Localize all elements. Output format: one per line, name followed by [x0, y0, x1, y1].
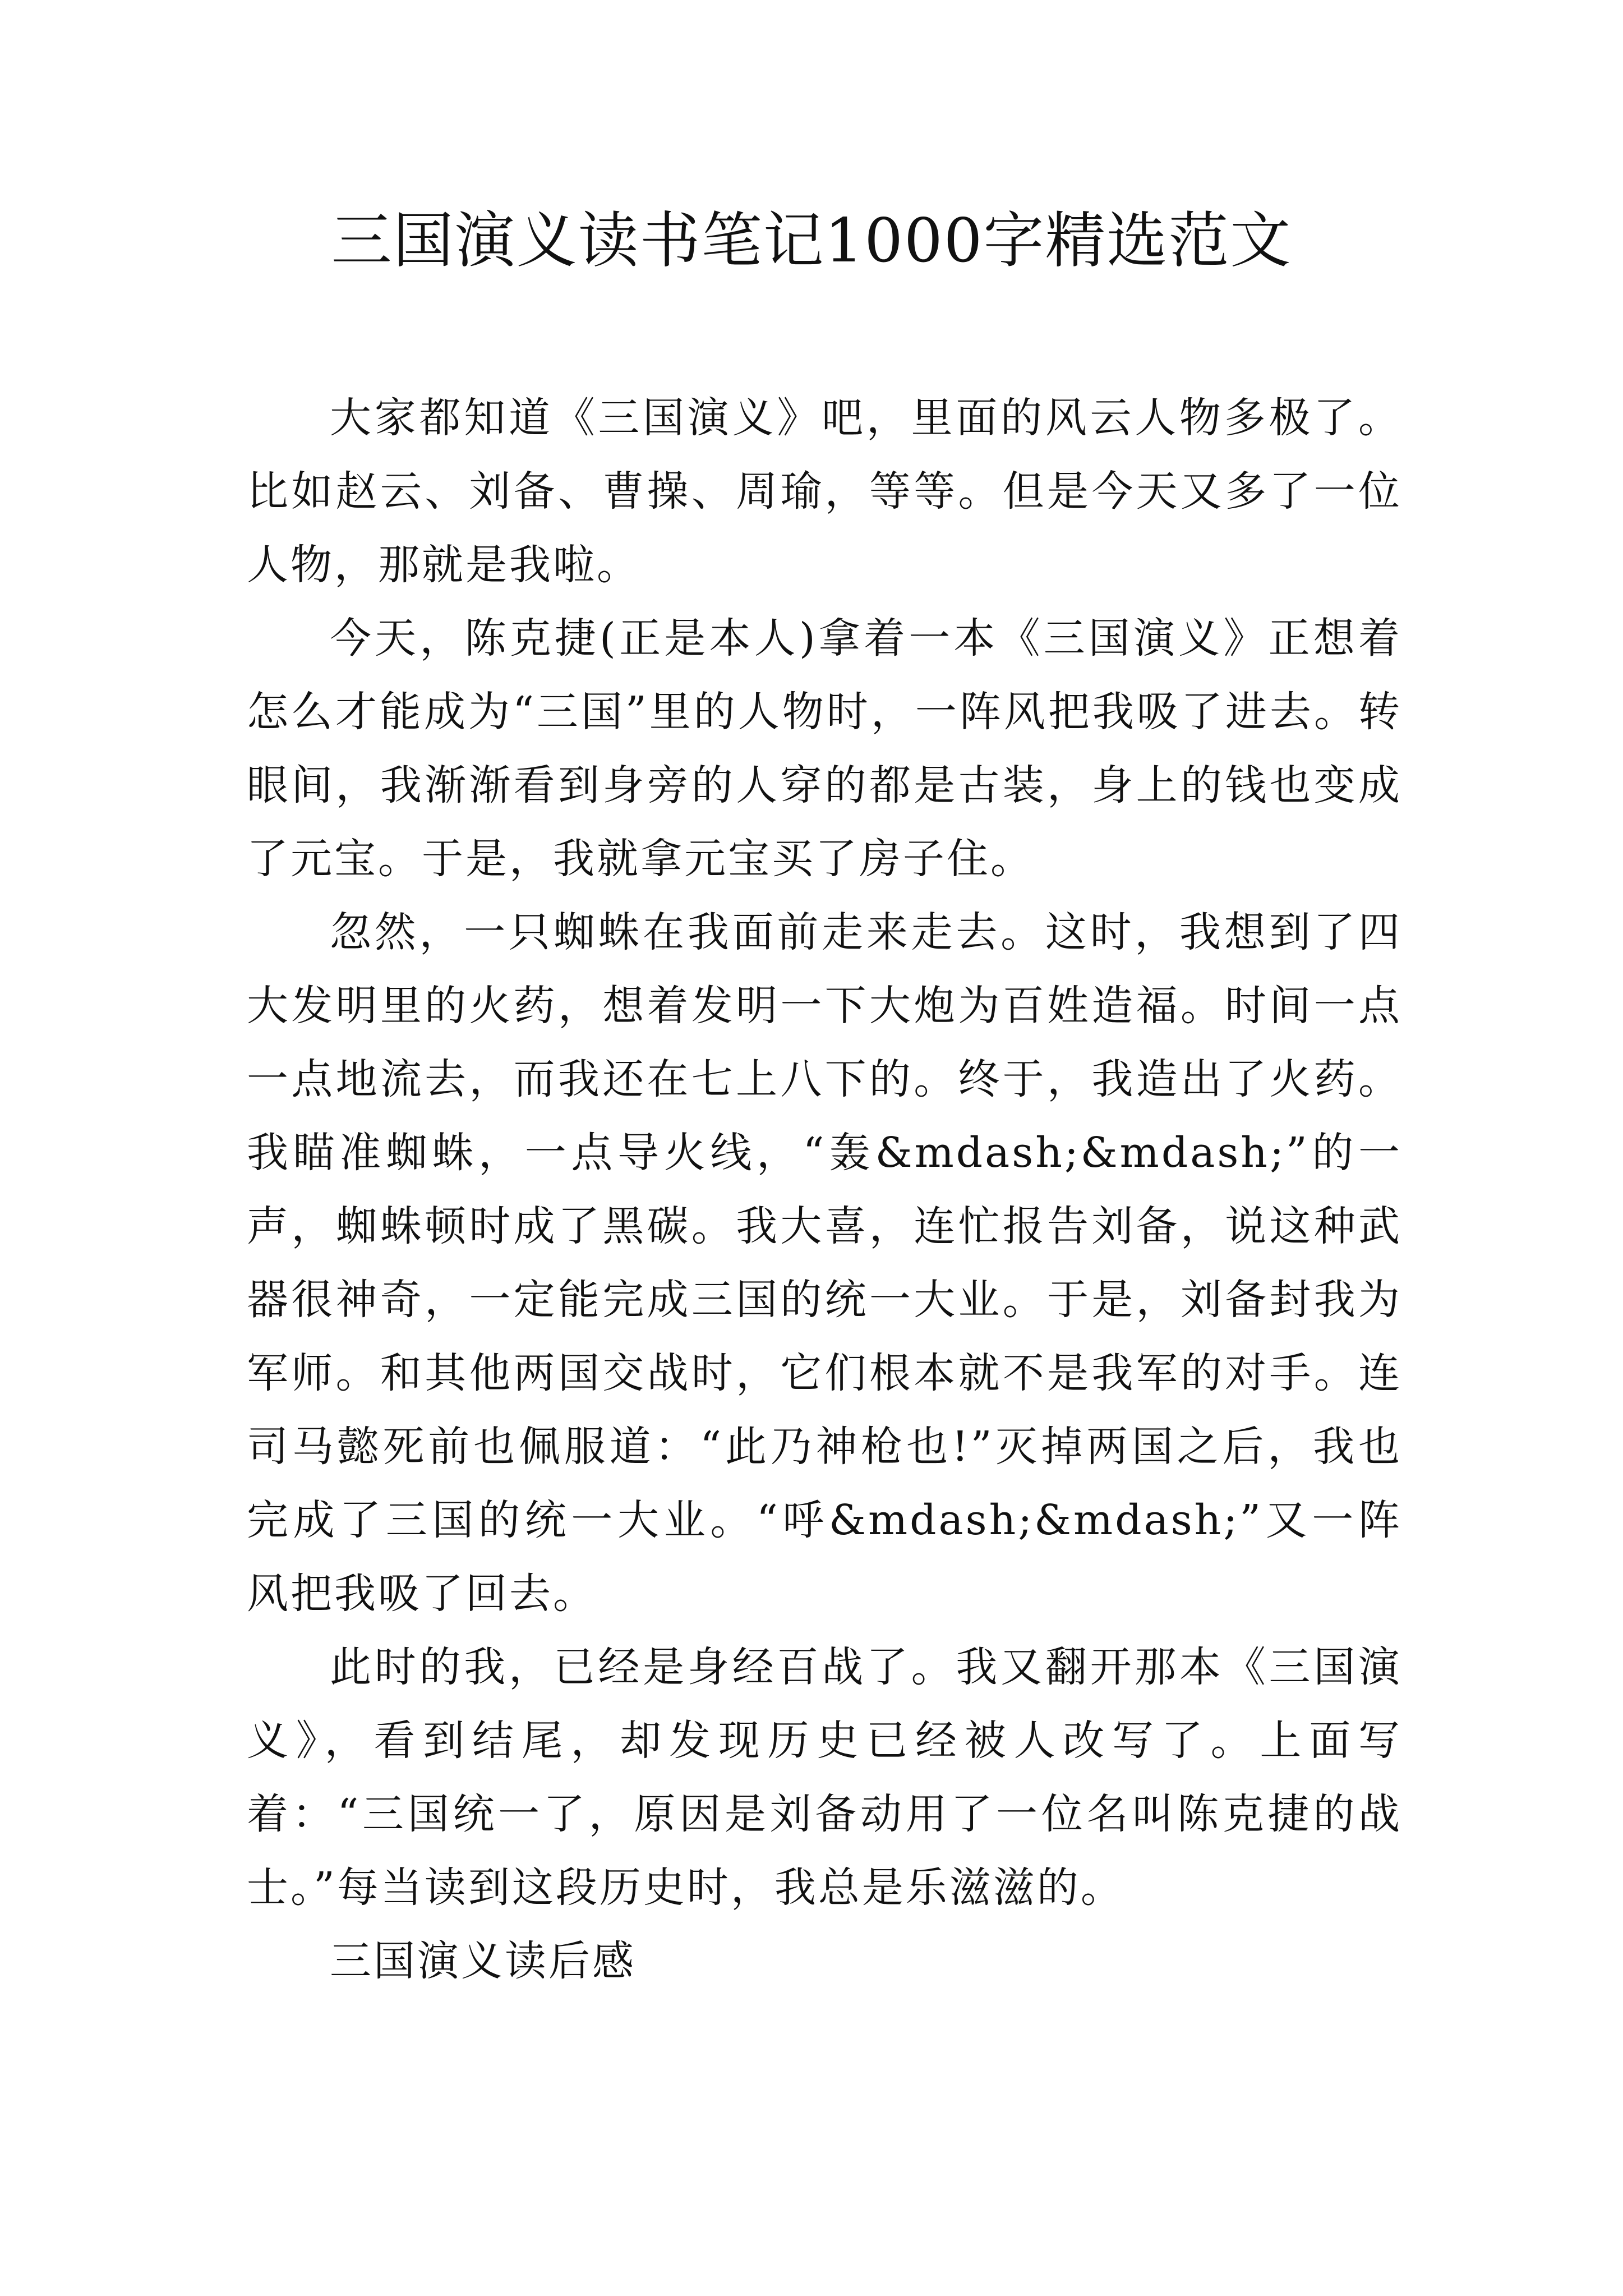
paragraph-wind: 今天，陈克捷(正是本人)拿着一本《三国演义》正想着怎么才能成为“三国”里的人物时，一阵风把我吸了进去。转眼间，我渐渐看到身旁的人穿的都是古装，身上的钱也变成了元宝。于是，我就拿元宝买了房子住。 — [247, 614, 1402, 883]
paragraph-subheading: 三国演义读后感 — [330, 1937, 636, 1985]
document-title: 三国演义读书笔记1000字精选范文 — [331, 206, 1292, 276]
paragraph-gunpowder: 忽然，一只蜘蛛在我面前走来走去。这时，我想到了四大发明里的火药，想着发明一下大炮为百姓造福。时间一点一点地流去，而我还在七上八下的。终于，我造出了火药。我瞄准蜘蛛，一点导火线，“轰&mdash;&mdash;”的一声，蜘蛛顿时成了黑碳。我大喜，连忙报告刘备，说这种武器很神奇，一定能完成三国的统一大业。于是，刘备封我为军师。和其他两国交战时，它们根本就不是我军的对手。连司马懿死前也佩服道：“此乃神枪也!”灭掉两国之后，我也完成了三国的统一大业。“呼&mdash;&mdash;”又一阵风把我吸了回去。 — [247, 908, 1402, 1618]
paragraph-intro: 大家都知道《三国演义》吧，里面的风云人物多极了。比如赵云、刘备、曹操、周瑜，等等。但是今天又多了一位人物，那就是我啦。 — [247, 394, 1402, 589]
document-body — [247, 381, 1402, 1998]
paragraph-history-rewritten: 此时的我，已经是身经百战了。我又翻开那本《三国演义》，看到结尾，却发现历史已经被人改写了。上面写着：“三国统一了，原因是刘备动用了一位名叫陈克捷的战士。”每当读到这段历史时，我总是乐滋滋的。 — [247, 1643, 1402, 1912]
